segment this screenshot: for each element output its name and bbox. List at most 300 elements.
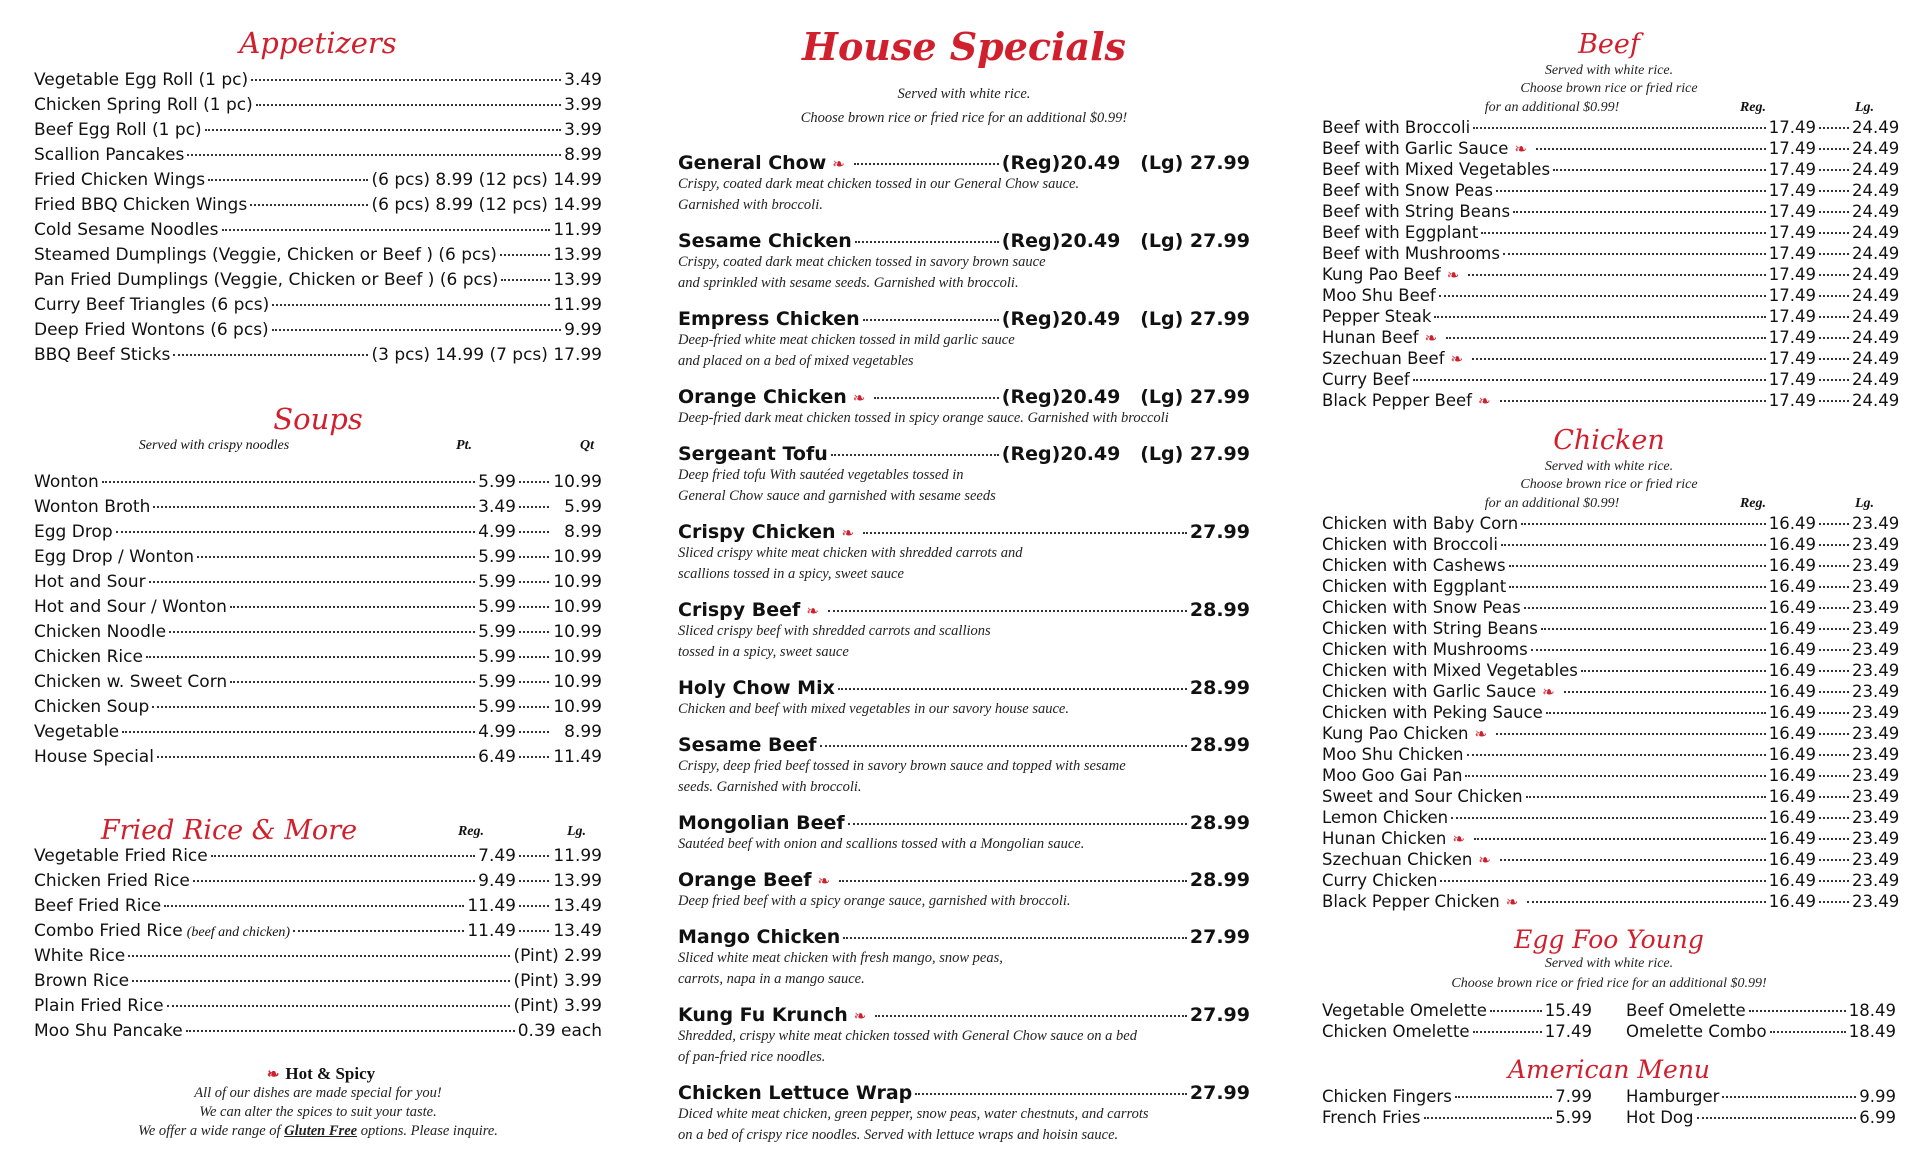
item-name: Chicken with Mushrooms <box>1322 640 1528 659</box>
price-large: 10.99 <box>553 472 602 492</box>
leader-dots <box>519 731 549 733</box>
soups-title: Soups <box>273 402 363 436</box>
soups-list <box>34 472 602 772</box>
price-large: 23.49 <box>1852 892 1900 911</box>
menu-row <box>678 152 1250 174</box>
menu-row <box>34 846 602 871</box>
leader-dots <box>122 731 475 733</box>
item-price: (6 pcs) 8.99 (12 pcs) 14.99 <box>371 170 602 190</box>
item-name: Chicken with Cashews <box>1322 556 1506 575</box>
item-price: 18.49 <box>1848 1022 1896 1041</box>
leader-dots <box>157 756 475 758</box>
price-large: 13.99 <box>553 871 602 891</box>
item-name: Mango Chicken <box>678 926 841 948</box>
leader-dots <box>153 506 475 508</box>
leader-dots <box>1819 859 1849 861</box>
price-regular: 5.99 <box>478 647 516 667</box>
item-name: Chicken with Mixed Vegetables <box>1322 661 1578 680</box>
leader-dots <box>1819 148 1849 150</box>
leader-dots <box>1513 211 1766 213</box>
price-regular: 6.49 <box>478 747 516 767</box>
leader-dots <box>501 279 550 281</box>
price-regular: 16.49 <box>1768 703 1816 722</box>
item-description: Chicken and beef with mixed vegetables in our savory house sauce. <box>678 701 1069 717</box>
leader-dots <box>519 905 549 907</box>
leader-dots <box>1474 838 1766 840</box>
item-price: 3.49 <box>564 70 602 90</box>
leader-dots <box>251 79 561 81</box>
menu-row <box>678 677 1250 699</box>
menu-row <box>34 747 602 772</box>
leader-dots <box>152 706 475 708</box>
beef-list <box>1322 118 1900 412</box>
hot-spicy-line3b: options. Please inquire. <box>360 1123 498 1139</box>
gluten-free-label: Gluten Free <box>284 1123 358 1139</box>
item-name: Chicken Fried Rice <box>34 871 190 891</box>
beef-col-reg: Reg. <box>1739 100 1766 115</box>
leader-dots <box>1819 649 1849 651</box>
leader-dots <box>1467 754 1766 756</box>
menu-row <box>34 672 602 697</box>
item-name: BBQ Beef Sticks <box>34 345 171 365</box>
item-name: Empress Chicken <box>678 308 860 330</box>
leader-dots <box>1451 817 1766 819</box>
menu-row <box>34 871 602 896</box>
menu-row <box>1322 514 1900 535</box>
leader-dots <box>230 606 475 608</box>
price-large: 10.99 <box>553 547 602 567</box>
house-special-item <box>678 675 1250 732</box>
menu-row <box>1322 265 1900 286</box>
item-name: Scallion Pancakes <box>34 145 185 165</box>
price-regular: 17.49 <box>1768 370 1816 389</box>
menu-row <box>34 120 602 145</box>
leader-dots <box>1819 253 1849 255</box>
leader-dots <box>874 397 998 399</box>
chili-icon: ❧ <box>1478 851 1491 869</box>
item-description: Deep-fried white meat chicken tossed in mild garlic sauce <box>678 332 1015 348</box>
price-regular: 17.49 <box>1768 244 1816 263</box>
item-price: 11.99 <box>553 220 602 240</box>
chili-icon: ❧ <box>1450 350 1464 368</box>
item-name: Szechuan Beef <box>1322 349 1445 368</box>
menu-row <box>1322 745 1900 766</box>
menu-row <box>1322 661 1900 682</box>
leader-dots <box>1819 607 1849 609</box>
chicken-note1: Served with white rice. <box>1544 459 1674 474</box>
price-large: 23.49 <box>1852 871 1900 890</box>
chili-icon: ❧ <box>1474 725 1488 743</box>
item-name: Beef Egg Roll (1 pc) <box>34 120 202 140</box>
menu-row <box>1322 139 1900 160</box>
menu-row <box>34 647 602 672</box>
leader-dots <box>1819 211 1849 213</box>
item-name: Chicken with String Beans <box>1322 619 1538 638</box>
item-name: Sesame Beef <box>678 734 817 756</box>
leader-dots <box>1770 1031 1846 1033</box>
leader-dots <box>102 481 475 483</box>
menu-row <box>34 896 602 921</box>
price-regular: 4.99 <box>478 522 516 542</box>
menu-row <box>1322 370 1900 391</box>
house-special-item <box>678 867 1250 924</box>
menu-row <box>1322 829 1900 850</box>
menu-row <box>1322 118 1900 139</box>
leader-dots <box>1473 1031 1542 1033</box>
leader-dots <box>1500 859 1766 861</box>
menu-row <box>678 521 1250 543</box>
house-special-item <box>678 384 1250 441</box>
egg-foo-young-note1: Served with white rice. <box>1544 956 1674 971</box>
house-special-item <box>678 1080 1250 1158</box>
house-special-item <box>678 1002 1250 1080</box>
fried-rice-list <box>34 846 602 1046</box>
item-name: Crispy Chicken <box>678 521 836 543</box>
item-price: 28.99 <box>1189 812 1250 834</box>
item-price: (Pint) 3.99 <box>513 996 602 1016</box>
item-name: Wonton Broth <box>34 497 151 517</box>
price-large: 13.49 <box>553 896 602 916</box>
leader-dots <box>272 304 550 306</box>
leader-dots <box>1819 127 1849 129</box>
item-price: 13.99 <box>553 245 602 265</box>
leader-dots <box>211 855 475 857</box>
leader-dots <box>519 855 549 857</box>
leader-dots <box>1819 817 1849 819</box>
item-name: Egg Drop <box>34 522 113 542</box>
price-regular: 17.49 <box>1768 328 1816 347</box>
house-specials-note2: Choose brown rice or fried rice for an additional $0.99! <box>800 110 1128 126</box>
item-price: 0.39 each <box>517 1021 602 1041</box>
leader-dots <box>863 532 1187 534</box>
item-name: Black Pepper Beef <box>1322 391 1472 410</box>
price-regular: 16.49 <box>1768 661 1816 680</box>
leader-dots <box>169 631 475 633</box>
leader-dots <box>843 937 1187 939</box>
item-name: Omelette Combo <box>1626 1022 1767 1041</box>
price-large: 24.49 <box>1852 265 1900 284</box>
leader-dots <box>250 204 368 206</box>
house-specials-list <box>678 150 1250 1158</box>
leader-dots <box>1819 691 1849 693</box>
leader-dots <box>1819 295 1849 297</box>
price-regular: 17.49 <box>1768 118 1816 137</box>
item-price: 27.99 <box>1189 1082 1250 1104</box>
fried-rice-col-reg: Reg. <box>457 824 484 839</box>
leader-dots <box>186 1030 515 1032</box>
menu-row <box>1322 286 1900 307</box>
menu-row <box>34 95 602 120</box>
chili-icon: ❧ <box>1446 266 1460 284</box>
menu-row <box>1322 1087 1592 1108</box>
appetizers-list <box>34 70 602 370</box>
leader-dots <box>863 319 999 321</box>
beef-title: Beef <box>1578 29 1640 60</box>
item-name: Sesame Chicken <box>678 230 852 252</box>
item-name: Steamed Dumplings (Veggie, Chicken or Beef ) (6 pcs) <box>34 245 497 265</box>
price-large: 24.49 <box>1852 286 1900 305</box>
leader-dots <box>1819 379 1849 381</box>
leader-dots <box>1541 628 1766 630</box>
menu-row <box>678 1082 1250 1104</box>
price-regular: 17.49 <box>1768 181 1816 200</box>
leader-dots <box>1424 1117 1553 1119</box>
leader-dots <box>1819 169 1849 171</box>
item-name: Beef Omelette <box>1626 1001 1746 1020</box>
leader-dots <box>519 556 549 558</box>
price-large: 11.49 <box>553 747 602 767</box>
leader-dots <box>519 506 549 508</box>
menu-row <box>1322 1001 1592 1022</box>
item-name: Chicken with Garlic Sauce <box>1322 682 1537 701</box>
price-large: 24.49 <box>1852 202 1900 221</box>
price-large: 23.49 <box>1852 787 1900 806</box>
leader-dots <box>820 745 1187 747</box>
leader-dots <box>1509 586 1766 588</box>
menu-row <box>34 70 602 95</box>
item-description: Shredded, crispy white meat chicken tossed with General Chow sauce on a bed <box>678 1028 1137 1044</box>
item-name: Mongolian Beef <box>678 812 845 834</box>
price-regular: 16.49 <box>1768 682 1816 701</box>
item-description: on a bed of crispy rice noodles. Served with lettuce wraps and hoisin sauce. <box>678 1127 1119 1143</box>
item-name: Beef with Eggplant <box>1322 223 1479 242</box>
leader-dots <box>1819 586 1849 588</box>
price-regular: 11.49 <box>467 921 516 941</box>
menu-row <box>34 722 602 747</box>
item-name: Fried BBQ Chicken Wings <box>34 195 248 215</box>
price-large: 13.49 <box>553 921 602 941</box>
hot-spicy-box <box>34 1064 602 1141</box>
item-description: Crispy, coated dark meat chicken tossed in our General Chow sauce. <box>678 176 1080 192</box>
item-price: (Reg)20.49 (Lg) 27.99 <box>1001 152 1250 174</box>
price-large: 24.49 <box>1852 118 1900 137</box>
item-name: Kung Pao Beef <box>1322 265 1441 284</box>
right-column <box>1322 0 1900 1129</box>
chicken-note3: for an additional $0.99! <box>1484 496 1620 511</box>
price-large: 24.49 <box>1852 391 1900 410</box>
item-name: Holy Chow Mix <box>678 677 835 699</box>
item-name: Hot Dog <box>1626 1108 1694 1127</box>
leader-dots <box>519 606 549 608</box>
leader-dots <box>193 880 475 882</box>
menu-row <box>1322 160 1900 181</box>
price-large: 10.99 <box>553 597 602 617</box>
menu-row <box>34 622 602 647</box>
price-large: 23.49 <box>1852 808 1900 827</box>
leader-dots <box>1819 880 1849 882</box>
item-price: 13.99 <box>553 270 602 290</box>
item-name: Chicken with Eggplant <box>1322 577 1507 596</box>
left-column <box>34 0 602 1141</box>
price-regular: 16.49 <box>1768 787 1816 806</box>
chili-icon: ❧ <box>806 602 819 620</box>
leader-dots <box>1413 379 1766 381</box>
chicken-list <box>1322 514 1900 913</box>
item-name: Chicken Spring Roll (1 pc) <box>34 95 253 115</box>
leader-dots <box>1581 670 1766 672</box>
chili-icon: ❧ <box>817 872 831 890</box>
price-regular: 16.49 <box>1768 829 1816 848</box>
item-description: Garnished with broccoli. <box>678 197 823 213</box>
leader-dots <box>272 329 561 331</box>
price-regular: 17.49 <box>1768 265 1816 284</box>
item-name: Pan Fried Dumplings (Veggie, Chicken or Beef ) (6 pcs) <box>34 270 499 290</box>
leader-dots <box>1722 1096 1856 1098</box>
soups-col-pt: Pt. <box>456 438 472 453</box>
leader-dots <box>1481 232 1765 234</box>
item-description: Deep fried tofu With sautéed vegetables tossed in <box>678 467 964 483</box>
chicken-title: Chicken <box>1553 425 1665 456</box>
leader-dots <box>1819 358 1849 360</box>
item-name: Hunan Beef <box>1322 328 1419 347</box>
price-large: 23.49 <box>1852 619 1900 638</box>
item-price: 3.99 <box>564 120 602 140</box>
price-regular: 17.49 <box>1768 391 1816 410</box>
menu-row <box>34 170 602 195</box>
item-name: Fried Chicken Wings <box>34 170 206 190</box>
leader-dots <box>519 656 549 658</box>
leader-dots <box>1819 544 1849 546</box>
leader-dots <box>1819 628 1849 630</box>
item-name: Hot and Sour / Wonton <box>34 597 227 617</box>
leader-dots <box>828 610 1187 612</box>
item-name: Chicken w. Sweet Corn <box>34 672 228 692</box>
item-price: (Reg)20.49 (Lg) 27.99 <box>1001 443 1250 465</box>
leader-dots <box>848 823 1187 825</box>
price-large: 10.99 <box>553 647 602 667</box>
egg-foo-young-note2: Choose brown rice or fried rice for an additional $0.99! <box>1451 976 1767 991</box>
menu-row <box>34 245 602 270</box>
price-regular: 16.49 <box>1768 808 1816 827</box>
item-name: Chicken with Peking Sauce <box>1322 703 1543 722</box>
item-name: Sweet and Sour Chicken <box>1322 787 1523 806</box>
item-name: Beef with Mushrooms <box>1322 244 1500 263</box>
leader-dots <box>1819 754 1849 756</box>
item-name: Moo Shu Chicken <box>1322 745 1464 764</box>
leader-dots <box>205 129 562 131</box>
item-name: Brown Rice <box>34 971 130 991</box>
leader-dots <box>915 1093 1187 1095</box>
price-regular: 16.49 <box>1768 766 1816 785</box>
price-large: 23.49 <box>1852 598 1900 617</box>
price-regular: 16.49 <box>1768 871 1816 890</box>
item-description: seeds. Garnished with broccoli. <box>678 779 862 795</box>
leader-dots <box>519 531 549 533</box>
leader-dots <box>1521 523 1766 525</box>
leader-dots <box>1500 400 1766 402</box>
item-name: Wonton <box>34 472 99 492</box>
leader-dots <box>519 681 549 683</box>
chicken-col-lg: Lg. <box>1854 496 1874 511</box>
menu-row <box>1322 556 1900 577</box>
leader-dots <box>187 154 561 156</box>
leader-dots <box>1455 1096 1552 1098</box>
item-name: Szechuan Chicken <box>1322 850 1473 869</box>
item-description: and sprinkled with sesame seeds. Garnished with broccoli. <box>678 275 1019 291</box>
price-large: 10.99 <box>553 672 602 692</box>
price-regular: 16.49 <box>1768 577 1816 596</box>
leader-dots <box>1496 733 1766 735</box>
leader-dots <box>1503 253 1766 255</box>
price-large: 23.49 <box>1852 535 1900 554</box>
menu-row <box>34 145 602 170</box>
leader-dots <box>1473 127 1766 129</box>
item-name: Chicken Fingers <box>1322 1087 1452 1106</box>
leader-dots <box>1819 523 1849 525</box>
menu-row <box>34 572 602 597</box>
item-price: (6 pcs) 8.99 (12 pcs) 14.99 <box>371 195 602 215</box>
menu-row <box>34 1021 602 1046</box>
price-regular: 5.99 <box>478 697 516 717</box>
menu-row <box>34 522 602 547</box>
item-name: House Special <box>34 747 154 767</box>
house-special-item <box>678 924 1250 1002</box>
menu-row <box>34 946 602 971</box>
price-regular: 17.49 <box>1768 223 1816 242</box>
price-regular: 11.49 <box>467 896 516 916</box>
menu-row <box>34 195 602 220</box>
leader-dots <box>1531 649 1766 651</box>
leader-dots <box>1819 337 1849 339</box>
item-price: 5.99 <box>1555 1108 1592 1127</box>
price-large: 24.49 <box>1852 160 1900 179</box>
menu-row <box>1322 808 1900 829</box>
menu-row <box>678 869 1250 891</box>
leader-dots <box>116 531 476 533</box>
leader-dots <box>256 104 561 106</box>
price-large: 10.99 <box>553 697 602 717</box>
menu-row <box>1626 1108 1896 1129</box>
item-name: Kung Fu Krunch <box>678 1004 848 1026</box>
item-name: Beef with Garlic Sauce <box>1322 139 1509 158</box>
menu-row <box>1322 307 1900 328</box>
price-regular: 5.99 <box>478 672 516 692</box>
leader-dots <box>132 980 510 982</box>
menu-row <box>34 345 602 370</box>
item-name: Hamburger <box>1626 1087 1720 1106</box>
item-name: Curry Chicken <box>1322 871 1438 890</box>
leader-dots <box>1819 190 1849 192</box>
item-description: Crispy, coated dark meat chicken tossed in savory brown sauce <box>678 254 1046 270</box>
price-regular: 7.49 <box>478 846 516 866</box>
price-large: 24.49 <box>1852 244 1900 263</box>
leader-dots <box>519 631 549 633</box>
house-special-item <box>678 150 1250 228</box>
item-description: scallions tossed in a spicy, sweet sauce <box>678 566 904 582</box>
leader-dots <box>1440 880 1765 882</box>
item-name: Chicken Soup <box>34 697 150 717</box>
menu-row <box>1626 1022 1896 1043</box>
menu-row <box>1322 892 1900 913</box>
item-name: Lemon Chicken <box>1322 808 1449 827</box>
leader-dots <box>1819 712 1849 714</box>
leader-dots <box>222 229 551 231</box>
menu-row <box>1322 787 1900 808</box>
menu-row <box>1322 703 1900 724</box>
leader-dots <box>838 688 1187 690</box>
menu-row <box>678 386 1250 408</box>
leader-dots <box>855 241 999 243</box>
item-description: Crispy, deep fried beef tossed in savory brown sauce and topped with sesame <box>678 758 1126 774</box>
price-large: 24.49 <box>1852 181 1900 200</box>
leader-dots <box>1527 901 1765 903</box>
price-regular: 5.99 <box>478 547 516 567</box>
chili-icon: ❧ <box>852 389 866 407</box>
price-large: 5.99 <box>564 497 602 517</box>
item-name: Pepper Steak <box>1322 307 1432 326</box>
leader-dots <box>164 905 464 907</box>
egg-foo-young-list <box>1322 1001 1896 1043</box>
